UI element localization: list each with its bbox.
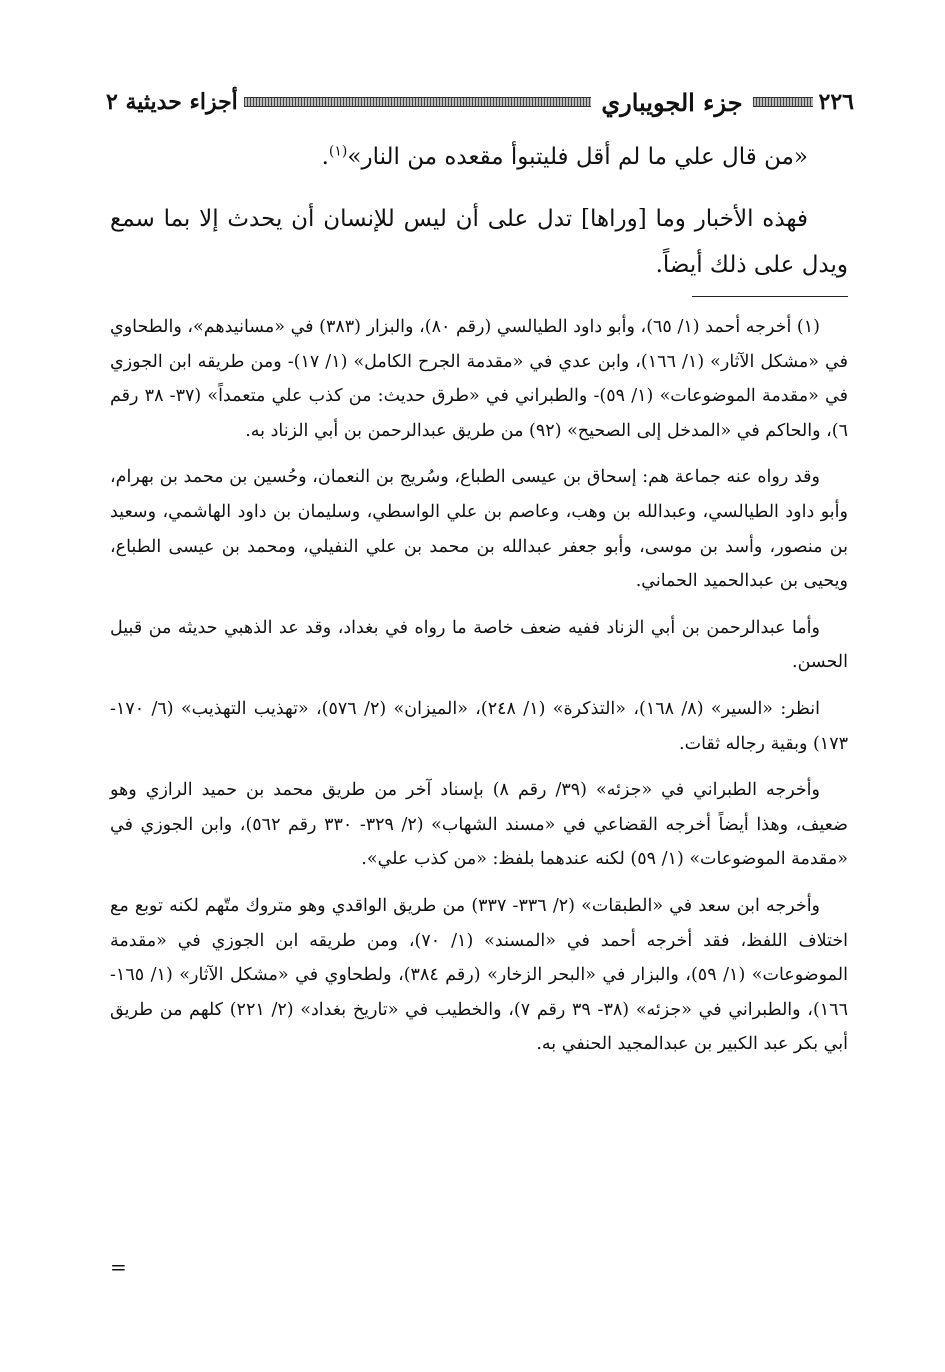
footnote-ref: (١) (328, 143, 348, 160)
footnote-separator (692, 296, 848, 297)
quote-end: . (321, 144, 329, 170)
running-header (106, 86, 854, 118)
quote-text: «من قال علي ما لم أقل فليتبوأ مقعده من النار» (347, 144, 808, 170)
page-number: ٢٢٦ (818, 89, 854, 115)
footnote-paragraph: انظر: «السير» (٨/ ١٦٨)، «التذكرة» (١/ ٢٤٨)، «الميزان» (٢/ ٥٧٦)، «تهذيب التهذيب» (٦/ ١٧٠- ١٧٣) وبقية رجاله ثقات. (110, 698, 848, 754)
footnote-paragraph: (١) أخرجه أحمد (١/ ٦٥)، وأبو داود الطيالسي (رقم ٨٠)، والبزار (٣٨٣) في «مسانيدهم»، والطحاوي في «مشكل الآثار» (١/ ١٦٦)، وابن عدي في «مقدمة الجرح الكامل» (١/ ١٧)- ومن طريقه ابن الجوزي في «مقدمة الموضوعات» (١/ ٥٩)- والطبراني في «طرق حديث: من كذب علي متعمداً» (٣٧- ٣٨ رقم ٦)، والحاكم في «المدخل إلى الصحيح» (٩٢) من طريق عبدالرحمن بن أبي الزناد به. (110, 317, 849, 441)
footnote-paragraph: وأخرجه الطبراني في «جزئه» (٣٩/ رقم ٨) بإسناد آخر من طريق محمد بن حميد الرازي وهو ضعيف، وهذا أيضاً أخرجه القضاعي في «مسند الشهاب» (٢/ ٣٢٩- ٣٣٠ رقم ٥٦٢)، وابن الجوزي في «مقدمة الموضوعات» (١/ ٥٩) لكنه عندهما بلفظ: «من كذب علي». (110, 780, 848, 870)
header-rule (244, 97, 592, 107)
body-paragraph: فهذه الأخبار وما [وراها] تدل على أن ليس للإنسان أن يحدث إلا بما سمع ويدل على ذلك أيضاً. (110, 206, 848, 278)
footnote-paragraph: وأخرجه ابن سعد في «الطبقات» (٢/ ٣٣٦- ٣٣٧) من طريق الواقدي وهو متروك متّهم لكنه توبع مع اختلاف اللفظ، فقد أخرجه أحمد في «المسند» (١/ ٧٠)، ومن طريقه ابن الجوزي في «مقدمة الموضوعات» (١/ ٥٩)، والبزار في «البحر الزخار» (رقم ٣٨٤)، ولطحاوي في «مشكل الآثار» (١/ ١٦٥- ١٦٦)، والطبراني في «جزئه» (٣٨- ٣٩ رقم ٧)، والخطيب في «تاريخ بغداد» (٢/ ٢٢١) كلهم من طريق أبي بكر عبد الكبير بن عبدالمجيد الحنفي به. (110, 895, 849, 1055)
footnote-paragraph: وقد رواه عنه جماعة هم: إسحاق بن عيسى الطباع، وسُريج بن النعمان، وحُسين بن محمد بن بهرام، وأبو داود الطيالسي، وعبدالله بن وهب، وعاصم بن علي الواسطي، وسليمان بن داود الهاشمي، وسعيد بن منصور، وأسد بن موسى، وأبو جعفر عبدالله بن محمد بن علي النفيلي، ومحمد بن عيسى الطباع، ويحيى بن عبدالحميد الحماني. (110, 467, 848, 592)
continuation-mark: = (110, 1255, 127, 1279)
book-title: جزء الجويباري (601, 87, 743, 117)
main-text (110, 134, 848, 288)
hadith-quote (110, 134, 848, 180)
series-title: أجزاء حديثية ٢ (106, 89, 238, 115)
footnote-paragraph: وأما عبدالرحمن بن أبي الزناد ففيه ضعف خاصة ما رواه في بغداد، وقد عد الذهبي حديثه من قبيل الحسن. (110, 617, 848, 673)
footnotes (110, 310, 848, 1074)
header-rule (753, 97, 813, 107)
